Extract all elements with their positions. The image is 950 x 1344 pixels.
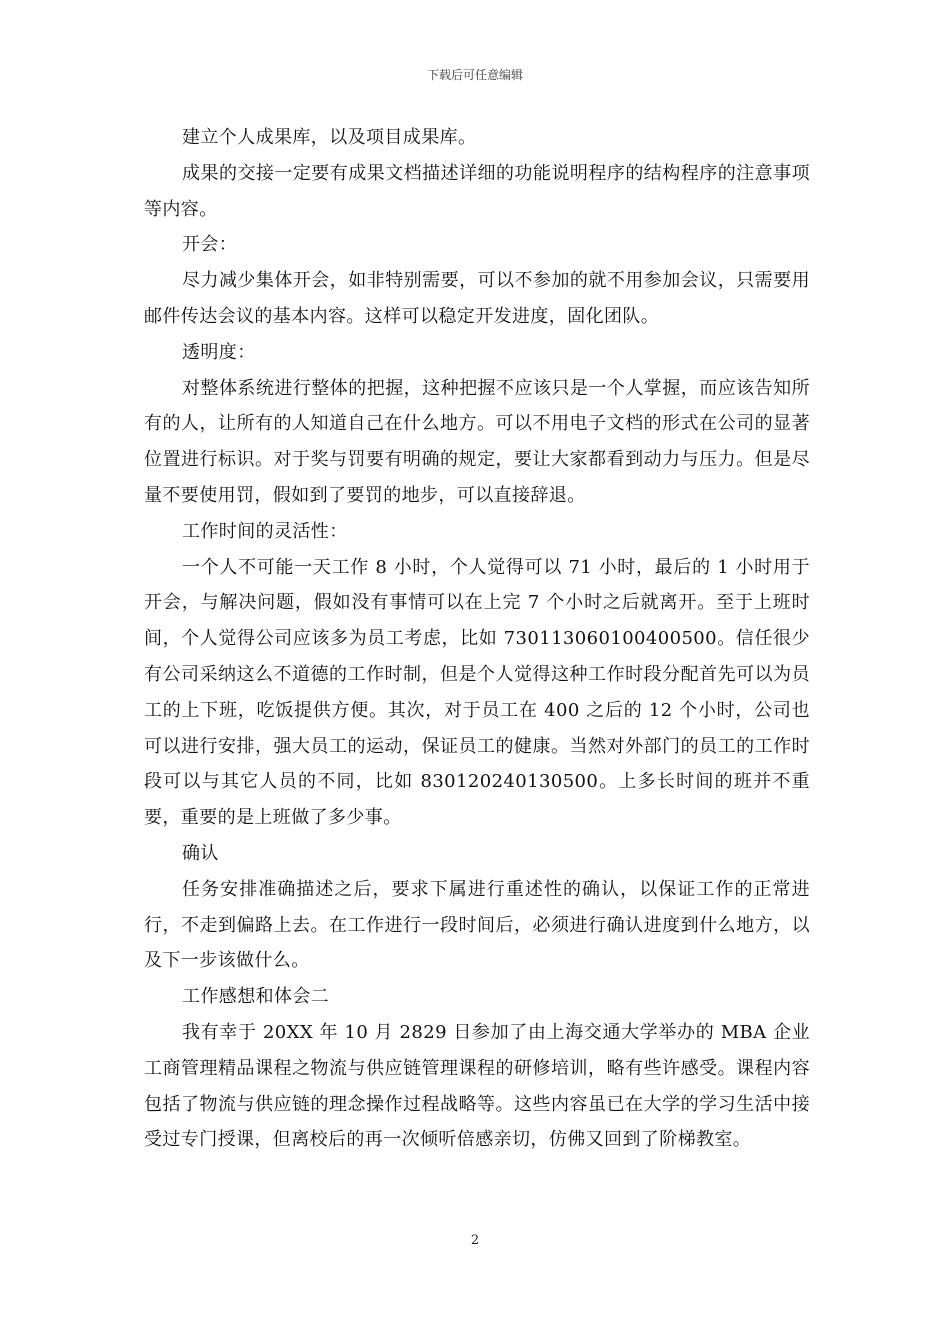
- paragraph-personal-library: 建立个人成果库，以及项目成果库。: [182, 127, 477, 148]
- heading-transparency: 透明度：: [182, 341, 256, 363]
- paragraph-flexible-hours: 一个人不可能一天工作 8 小时，个人觉得可以 71 小时，最后的 1 小时用于开会，与解决问题，假如没有事情可以在上完 7 个小时之后就离开。至于上班时间，个人觉得公司应该多为员工考虑，比如 730113060100400500。信任很少有公司采纳这么不道德的工作时制，但是个人觉得这种工作时段分配首先可以为员工的上下班，吃饭提供方便。其次，对于员工在 400 之后的 12 个小时，公司也可以进行安排，强大员工的运动，保证员工的健康。当然对外部门的员工的工作时段可以与其它人员的不同，比如 830120240130500。上多长时间的班并不重要，重要的是上班做了多少事。: [144, 556, 810, 829]
- paragraph-reflection-two: 我有幸于 20XX 年 10 月 2829 日参加了由上海交通大学举办的 MBA 企业工商管理精品课程之物流与供应链管理课程的研修培训，略有些许感受。课程内容包括了物流与供应链的理念操作过程战略等。这些内容虽已在大学的学习生活中接受过专门授课，但离校后的再一次倾听倍感亲切，仿佛又回到了阶梯教室。: [144, 1021, 810, 1151]
- document-body: [144, 120, 810, 1158]
- page-number: 2: [470, 1233, 480, 1248]
- page-header: 下载后可任意编辑: [426, 68, 523, 82]
- paragraph-transparency: 对整体系统进行整体的把握，这种把握不应该只是一个人掌握，而应该告知所有的人，让所有的人知道自己在什么地方。可以不用电子文档的形式在公司的显著位置进行标识。对于奖与罚要有明确的规定，要让大家都看到动力与压力。但是尽量不要使用罚，假如到了要罚的地步，可以直接辞退。: [144, 377, 810, 506]
- heading-flexible-hours: 工作时间的灵活性：: [182, 520, 348, 542]
- paragraph-handover: 成果的交接一定要有成果文档描述详细的功能说明程序的结构程序的注意事项等内容。: [144, 162, 810, 220]
- heading-reflection-two: 工作感想和体会二: [182, 986, 330, 1008]
- heading-meetings: 开会：: [182, 234, 238, 256]
- paragraph-meetings: 尽力减少集体开会，如非特别需要，可以不参加的就不用参加会议，只需要用邮件传达会议的基本内容。这样可以稳定开发进度，固化团队。: [144, 270, 810, 327]
- heading-confirmation: 确认: [182, 842, 219, 864]
- paragraph-confirmation: 任务安排准确描述之后，要求下属进行重述性的确认，以保证工作的正常进行，不走到偏路上去。在工作进行一段时间后，必须进行确认进度到什么地方，以及下一步该做什么。: [144, 878, 810, 972]
